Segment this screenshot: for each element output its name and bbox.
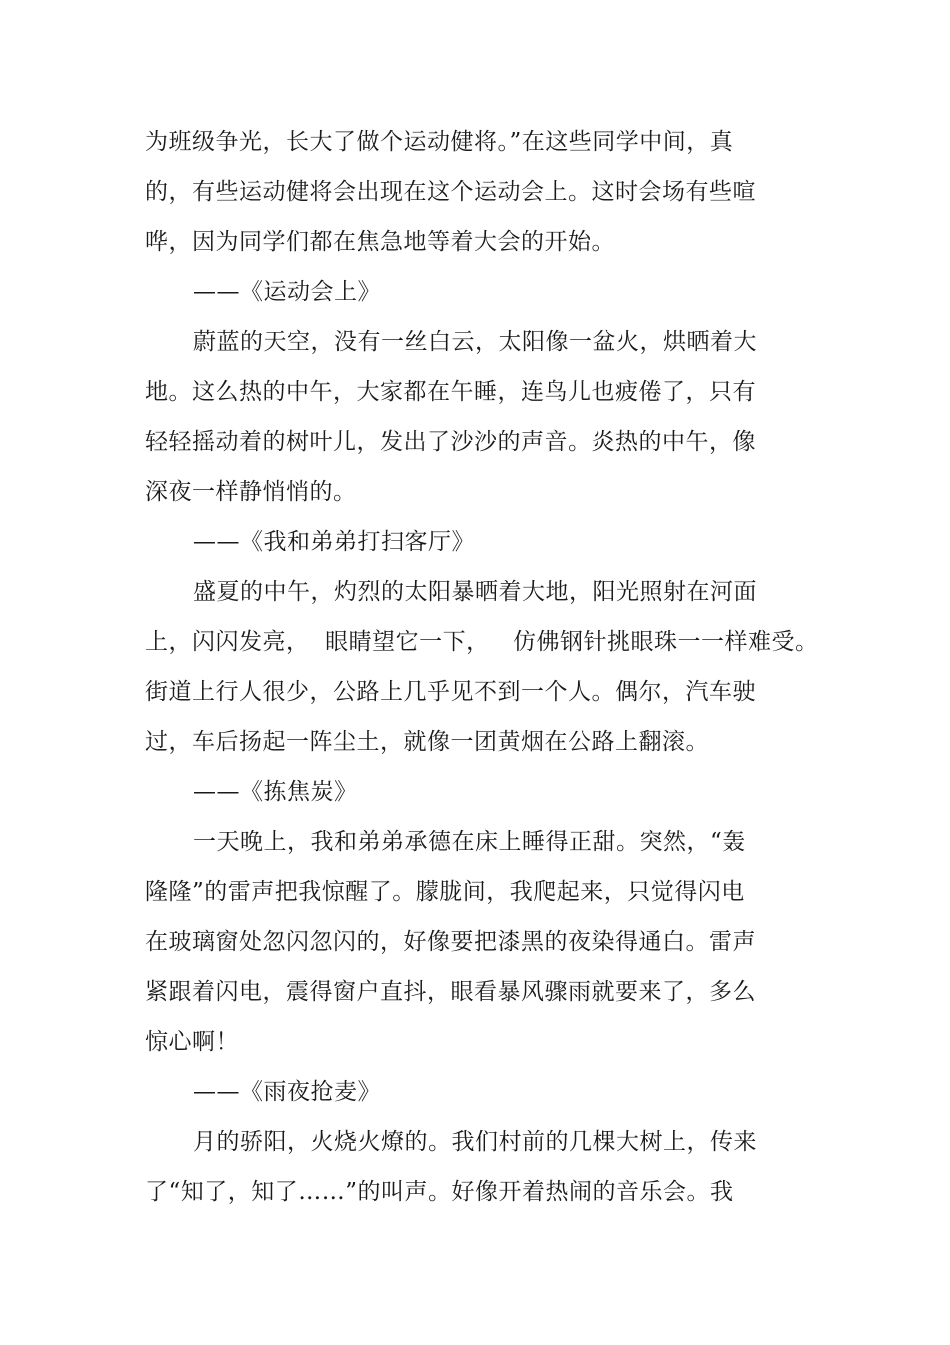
paragraph-first-line: 盛夏的中午，灼烈的太阳暴晒着大地，阳光照射在河面: [193, 579, 757, 605]
text-line: 的，有些运动健将会出现在这个运动会上。这时会场有些喧: [145, 179, 756, 205]
paragraph-first-line: 月的骄阳，火烧火燎的。我们村前的几棵大树上，传来: [193, 1129, 757, 1155]
text-line: 轻轻摇动着的树叶儿，发出了沙沙的声音。炎热的中午，像: [145, 429, 756, 455]
source-attribution: ——《我和弟弟打扫客厅》: [193, 529, 475, 555]
text-line: 深夜一样静悄悄的。: [145, 479, 357, 505]
paragraph-first-line: 一天晚上，我和弟弟承德在床上睡得正甜。突然，“轰: [193, 829, 746, 855]
text-line: 哗，因为同学们都在焦急地等着大会的开始。: [145, 229, 615, 255]
paragraph-first-line: 蔚蓝的天空，没有一丝白云，太阳像一盆火，烘晒着大: [193, 329, 757, 355]
text-line: 地。这么热的中午，大家都在午睡，连鸟儿也疲倦了，只有: [145, 379, 756, 405]
text-line: 为班级争光，长大了做个运动健将。”在这些同学中间，真: [145, 129, 734, 155]
text-line: 了“知了，知了……”的叫声。好像开着热闹的音乐会。我: [145, 1179, 734, 1205]
text-line: 惊心啊！: [145, 1029, 239, 1055]
text-line: 过，车后扬起一阵尘土，就像一团黄烟在公路上翻滚。: [145, 729, 709, 755]
source-attribution: ——《运动会上》: [193, 279, 381, 305]
text-line: 上，闪闪发亮， 眼睛望它一下， 仿佛钢针挑眼珠一一样难受。: [145, 629, 819, 655]
source-attribution: ——《拣焦炭》: [193, 779, 358, 805]
text-line: 隆隆”的雷声把我惊醒了。朦胧间，我爬起来，只觉得闪电: [145, 879, 745, 905]
text-line: 紧跟着闪电，震得窗户直抖，眼看暴风骤雨就要来了，多么: [145, 979, 756, 1005]
source-attribution: ——《雨夜抢麦》: [193, 1079, 381, 1105]
text-line: 在玻璃窗处忽闪忽闪的，好像要把漆黑的夜染得通白。雷声: [145, 929, 756, 955]
text-line: 街道上行人很少，公路上几乎见不到一个人。偶尔，汽车驶: [145, 679, 756, 705]
